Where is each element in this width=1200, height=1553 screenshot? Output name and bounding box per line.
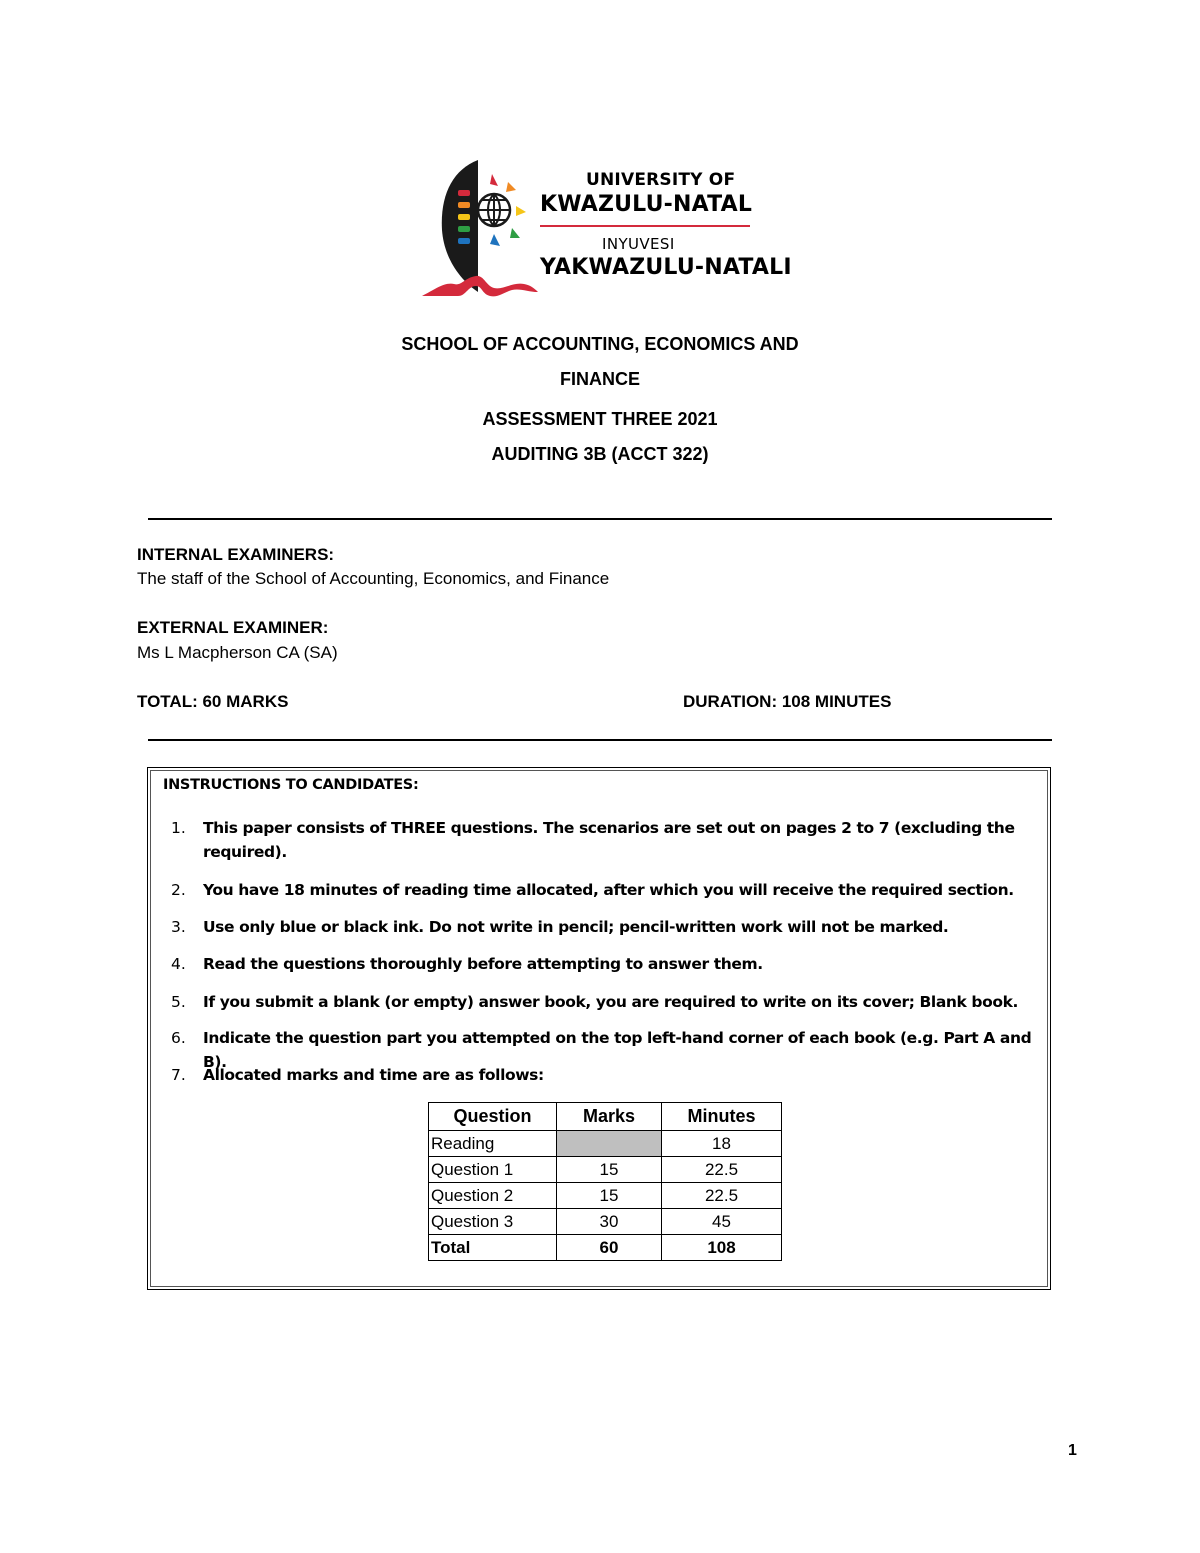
table-cell-marks: 15 xyxy=(557,1157,662,1183)
instruction-text: Indicate the question part you attempted on the top left-hand corner of each book (e.g. Part A and B). xyxy=(203,1029,1032,1071)
table-cell-minutes: 18 xyxy=(662,1131,782,1157)
column-header-minutes: Minutes xyxy=(662,1103,782,1131)
total-marks: TOTAL: 60 MARKS xyxy=(137,692,289,711)
internal-examiners-value: The staff of the School of Accounting, Economics, and Finance xyxy=(137,569,610,588)
instruction-number: 2. xyxy=(171,881,186,899)
table-cell-question: Reading xyxy=(429,1131,557,1157)
assessment-title: ASSESSMENT THREE 2021 xyxy=(482,409,718,429)
university-logo xyxy=(420,158,792,303)
table-cell-question: Question 2 xyxy=(429,1183,557,1209)
logo-divider xyxy=(540,225,750,227)
divider-top xyxy=(148,518,1052,520)
table-cell-minutes: 108 xyxy=(662,1235,782,1261)
logo-line-2: KWAZULU-NATAL xyxy=(540,192,753,217)
instruction-text: Read the questions thoroughly before attempting to answer them. xyxy=(203,955,763,973)
instructions-title: INSTRUCTIONS TO CANDIDATES: xyxy=(163,777,419,793)
instruction-number: 7. xyxy=(171,1066,186,1084)
table-header-row xyxy=(429,1103,782,1131)
table-cell-minutes: 45 xyxy=(662,1209,782,1235)
table-row xyxy=(429,1209,782,1235)
module-title: AUDITING 3B (ACCT 322) xyxy=(491,444,709,464)
instruction-number: 5. xyxy=(171,993,186,1011)
instruction-text: You have 18 minutes of reading time allocated, after which you will receive the required section. xyxy=(203,881,1014,899)
table-cell-question: Total xyxy=(429,1235,557,1261)
table-cell-marks: 30 xyxy=(557,1209,662,1235)
external-examiner-value: Ms L Macpherson CA (SA) xyxy=(137,643,338,662)
table-cell-marks: 15 xyxy=(557,1183,662,1209)
instruction-text: Allocated marks and time are as follows: xyxy=(203,1066,544,1084)
table-cell-question: Question 3 xyxy=(429,1209,557,1235)
table-cell-minutes: 22.5 xyxy=(662,1183,782,1209)
instruction-text: If you submit a blank (or empty) answer book, you are required to write on its cover; Blank book. xyxy=(203,993,1019,1011)
instructions-box-inner xyxy=(150,770,1048,1287)
divider-bottom xyxy=(148,739,1052,741)
school-title-line-2: FINANCE xyxy=(560,369,640,389)
logo-line-4: YAKWAZULU-NATALI xyxy=(540,255,792,280)
table-total-row xyxy=(429,1235,782,1261)
instruction-text: This paper consists of THREE questions. The scenarios are set out on pages 2 to 7 (excluding the required). xyxy=(203,819,1015,861)
instruction-text: Use only blue or black ink. Do not write in pencil; pencil-written work will not be marked. xyxy=(203,918,949,936)
table-cell-marks: 60 xyxy=(557,1235,662,1261)
shield-emblem-icon xyxy=(420,158,545,303)
table-row xyxy=(429,1157,782,1183)
external-examiner-label: EXTERNAL EXAMINER: xyxy=(137,618,329,637)
marks-table xyxy=(428,1102,782,1261)
table-row xyxy=(429,1183,782,1209)
table-row xyxy=(429,1131,782,1157)
table-cell-question: Question 1 xyxy=(429,1157,557,1183)
logo-line-3: INYUVESI xyxy=(602,235,675,253)
column-header-question: Question xyxy=(429,1103,557,1131)
school-title-line-1: SCHOOL OF ACCOUNTING, ECONOMICS AND xyxy=(401,334,799,354)
page-number: 1 xyxy=(1068,1442,1077,1459)
table-cell-minutes: 22.5 xyxy=(662,1157,782,1183)
instruction-number: 6. xyxy=(171,1029,186,1047)
table-cell-marks xyxy=(557,1131,662,1157)
internal-examiners-label: INTERNAL EXAMINERS: xyxy=(137,545,335,564)
duration: DURATION: 108 MINUTES xyxy=(683,692,892,711)
column-header-marks: Marks xyxy=(557,1103,662,1131)
instruction-number: 1. xyxy=(171,819,186,837)
instruction-number: 4. xyxy=(171,955,186,973)
logo-line-1: UNIVERSITY OF xyxy=(586,170,736,190)
instruction-number: 3. xyxy=(171,918,186,936)
instructions-box xyxy=(147,767,1051,1290)
